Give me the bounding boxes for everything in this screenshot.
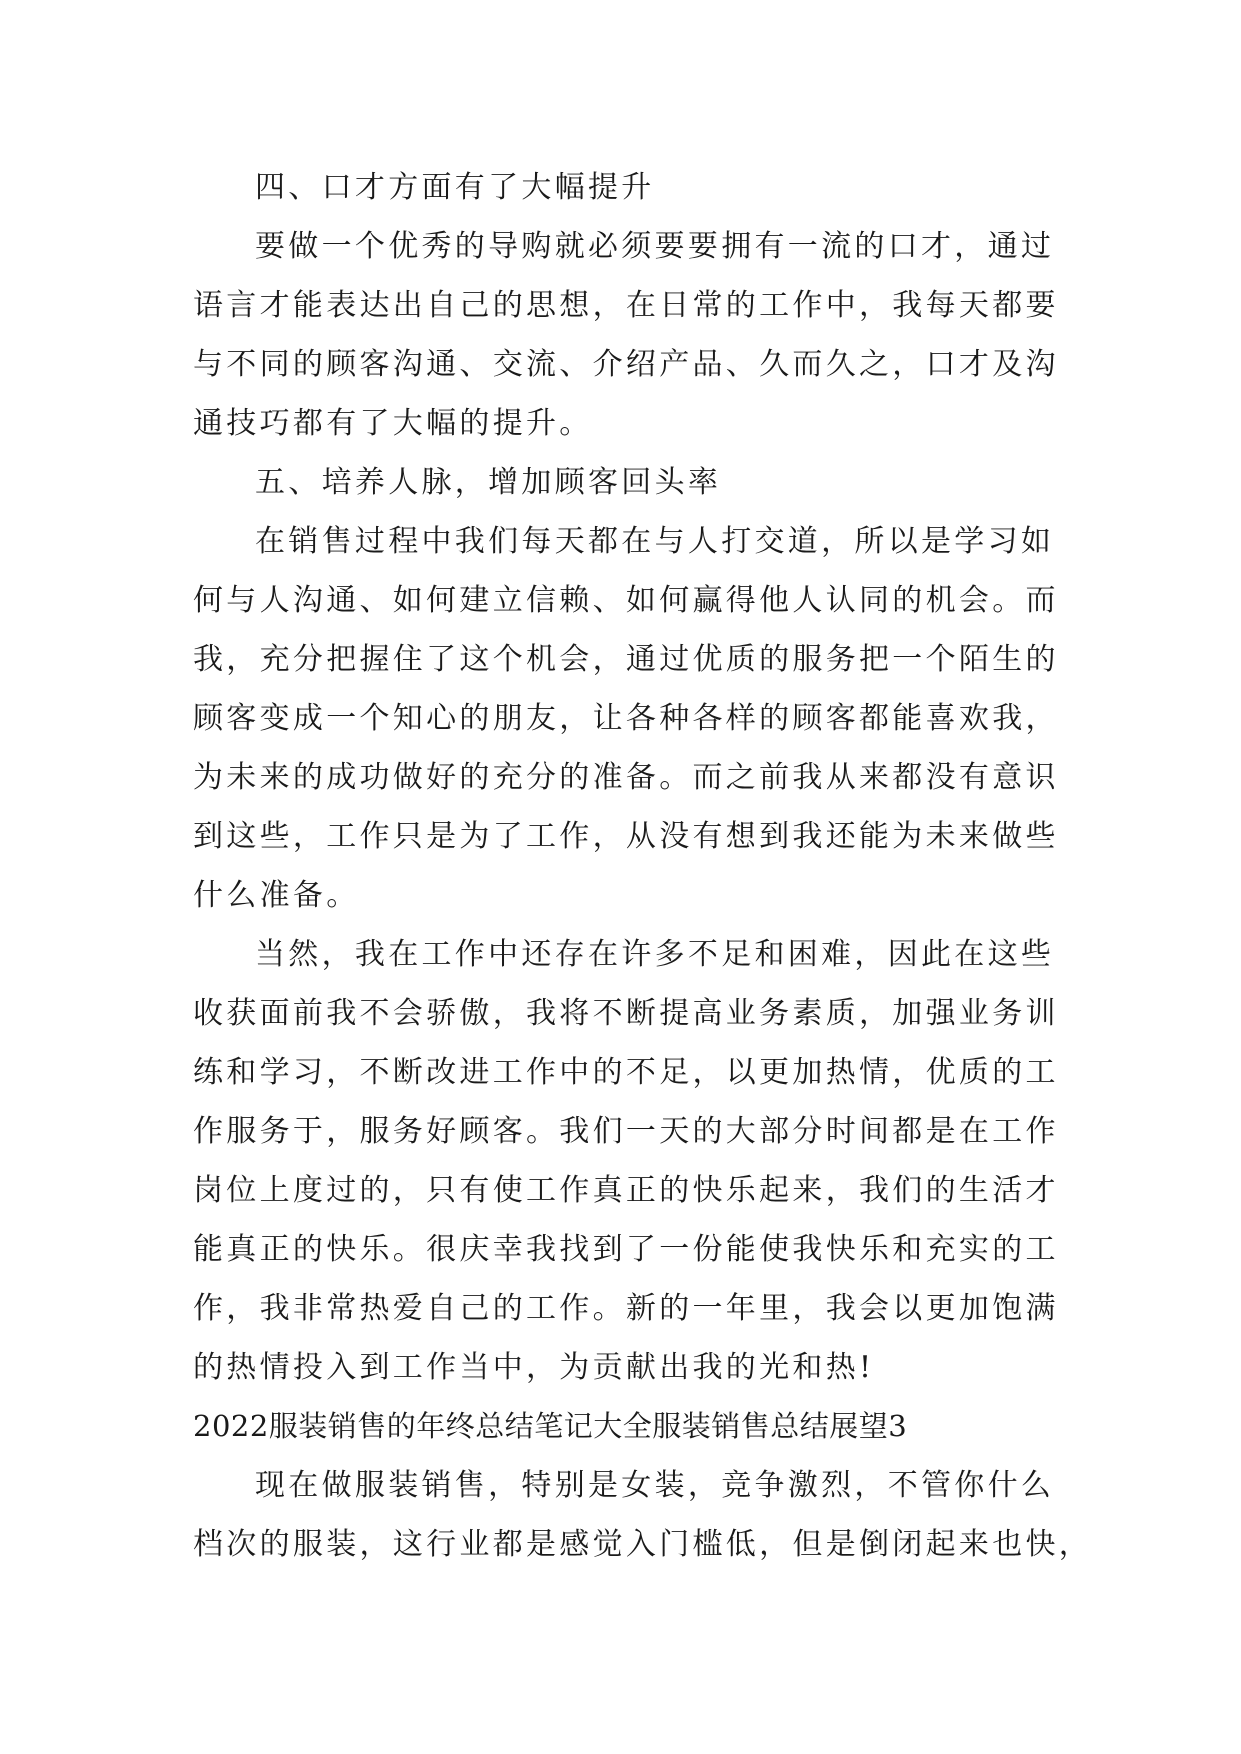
paragraph-line: 岗位上度过的，只有使工作真正的快乐起来，我们的生活才 [193,1173,1059,1208]
paragraph-line: 作，我非常热爱自己的工作。新的一年里，我会以更加饱满 [193,1291,1059,1326]
paragraph-line: 我，充分把握住了这个机会，通过优质的服务把一个陌生的 [193,642,1059,677]
paragraph-line: 在销售过程中我们每天都在与人打交道，所以是学习如 [255,524,1055,559]
paragraph-line: 当然，我在工作中还存在许多不足和困难，因此在这些 [255,937,1055,972]
section-heading-5: 五、培养人脉，增加顾客回头率 [255,465,722,500]
paragraph-line: 什么准备。 [193,878,360,913]
article-title: 2022服装销售的年终总结笔记大全服装销售总结展望3 [193,1409,908,1443]
paragraph-line: 通技巧都有了大幅的提升。 [193,406,593,441]
paragraph-line: 为未来的成功做好的充分的准备。而之前我从来都没有意识 [193,760,1059,795]
paragraph-line: 的热情投入到工作当中，为贡献出我的光和热! [193,1350,875,1385]
paragraph-line: 何与人沟通、如何建立信赖、如何赢得他人认同的机会。而 [193,583,1059,618]
paragraph-line: 能真正的快乐。很庆幸我找到了一份能使我快乐和充实的工 [193,1232,1059,1267]
paragraph-line: 收获面前我不会骄傲，我将不断提高业务素质，加强业务训 [193,996,1059,1031]
paragraph-line: 顾客变成一个知心的朋友，让各种各样的顾客都能喜欢我， [193,701,1059,736]
paragraph-line: 练和学习，不断改进工作中的不足，以更加热情，优质的工 [193,1055,1059,1090]
paragraph-line: 现在做服装销售，特别是女装，竞争激烈，不管你什么 [255,1468,1055,1503]
section-heading-4: 四、口才方面有了大幅提升 [255,170,655,205]
paragraph-line: 到这些，工作只是为了工作，从没有想到我还能为未来做些 [193,819,1059,854]
paragraph-line: 要做一个优秀的导购就必须要要拥有一流的口才，通过 [255,229,1055,264]
paragraph-line: 作服务于，服务好顾客。我们一天的大部分时间都是在工作 [193,1114,1059,1149]
paragraph-line: 与不同的顾客沟通、交流、介绍产品、久而久之，口才及沟 [193,347,1059,382]
paragraph-line: 语言才能表达出自己的思想，在日常的工作中，我每天都要 [193,288,1059,323]
document-page [193,158,1093,1574]
paragraph-line: 档次的服装，这行业都是感觉入门槛低，但是倒闭起来也快， [193,1527,1093,1562]
